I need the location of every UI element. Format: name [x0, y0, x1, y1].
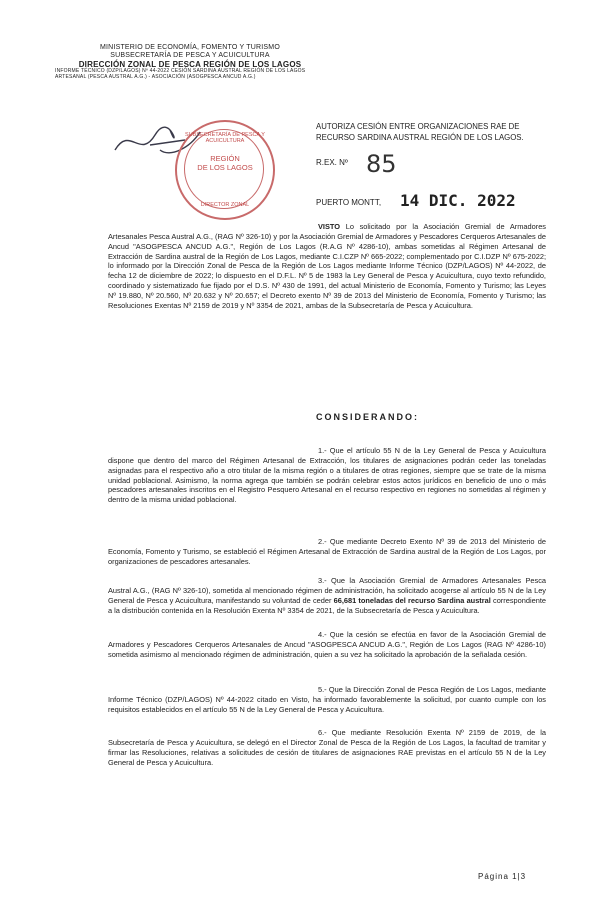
considerando-item-6: 6.- Que mediante Resolución Exenta Nº 2159 de 2019, de la Subsecretaría de Pesca y Acuicultura, se delegó en el Director Zonal de Pesca de la Región de Los Lagos, la facultad de tramitar y firmar las Resoluciones, relativas a solicitudes de cesión de titulares de asignaciones RAE previstas en el artículo 55 N de la Ley General de Pesca y Acuicultura. — [108, 728, 546, 767]
considerando-item-3: 3.- Que la Asociación Gremial de Armadores Artesanales Pesca Austral A.G., (RAG Nº 326-10), sometida al mencionado régimen de administración, ha solicitado acogerse al artículo 55 N de la Ley General de Pesca y Acuicultura, manifestando su voluntad de ceder 66,681 toneladas del recurso Sardina austral correspondiente a la distribución contenida en la Resolución Exenta Nº 3354 de 2021, de la Subsecretaría de Pesca y Acuicultura. — [108, 576, 546, 615]
visto-text: Lo solicitado por la Asociación Gremial de Armadores Artesanales Pesca Austral A.G., (RAG Nº 326-10) y por la Asociación Gremial de Armadores y Pescadores Cerqueros Artesanales de Ancud "ASOGPESCA ANCUD A.G.", Región de Los Lagos (R.A.G Nº 4286-10), ambas sometidas al Régimen Artesanal de Extracción de Sardina austral de la Región de Los Lagos, mediante C.I.CZP Nº 665-2022; complementado por C.I.DZP Nº 675-2022; lo informado por la Dirección Zonal de Pesca de la Región de Los Lagos mediante Informe Técnico (DZP/LAGOS) Nº 44-2022, de fecha 12 de diciembre de 2022; lo dispuesto en el D.F.L. Nº 5 de 1983 la Ley General de Pesca y Acuicultura, cuyo texto refundido, coordinado y sistematizado fue fijado por el D.S. Nº 430 de 1991, del actual Ministerio de Economía, Fomento y Turismo; las Leyes Nº 19.880, Nº 20.560, Nº 20.632 y Nº 20.657; el Decreto exento Nº 39 de 2013 del Ministerio de Economía, Fomento y Turismo; las Resoluciones Exentas Nº 2159 de 2019 y Nº 3354 de 2021, ambas de la Subsecretaría de Pesca y Acuicultura. — [108, 222, 546, 310]
artesanal-line: ARTESANAL (PESCA AUSTRAL A.G.) - ASOCIACIÓN (ASOGPESCA ANCUD A.G.) — [55, 74, 256, 81]
seal-region: REGIÓN — [210, 154, 240, 163]
subsecretaria-line: SUBSECRETARÍA DE PESCA Y ACUICULTURA — [110, 52, 270, 60]
official-seal — [175, 120, 275, 220]
visto-paragraph — [108, 222, 546, 311]
direccion-zonal-line: DIRECCIÓN ZONAL DE PESCA REGIÓN DE LOS LAGOS — [78, 60, 302, 70]
rex-number: 85 — [366, 150, 397, 178]
visto-label: VISTO — [318, 222, 341, 231]
seal-region-name: DE LOS LAGOS — [197, 163, 253, 173]
resolution-subject: AUTORIZA CESIÓN ENTRE ORGANIZACIONES RAE DE RECURSO SARDINA AUSTRAL REGIÓN DE LOS LAGOS. — [316, 122, 524, 142]
ministry-line: MINISTERIO DE ECONOMÍA, FOMENTO Y TURISMO — [100, 44, 280, 51]
considerando-item-5: 5.- Que la Dirección Zonal de Pesca Región de Los Lagos, mediante Informe Técnico (DZP/LAGOS) Nº 44-2022 citado en Visto, ha informado favorablemente la solicitud, por cuanto cumple con los requisitos establecidos en el artículo 55 N de la Ley General de Pesca y Acuicultura. — [108, 685, 546, 714]
informe-line: INFORME TÉCNICO (DZP/LAGOS) Nº 44-2022 CESIÓN SARDINA AUSTRAL REGIÓN DE LOS LAGOS — [55, 68, 306, 75]
considerando-heading: CONSIDERANDO: — [316, 412, 420, 422]
place-label: PUERTO MONTT, — [316, 198, 382, 207]
considerando-item-1: 1.- Que el artículo 55 N de la Ley General de Pesca y Acuicultura dispone que dentro del marco del Régimen Artesanal de Extracción, los titulares de asignaciones podrán ceder las toneladas asignadas para el respectivo año a otro titular de la misma región o a titulares de otras regiones, siempre que se trate de la misma unidad poblacional. Asimismo, la norma agrega que también se podrán celebrar estos actos jurídicos en beneficio de uno o más pescadores artesanales inscritos en el Registro Pesquero Artesanal en el recurso respectivo en regiones no sometidas al régimen y dentro de la misma unidad poblacional. — [108, 446, 546, 505]
document-header — [55, 44, 325, 81]
rex-label: R.EX. Nº — [316, 158, 348, 167]
ceded-tonnage: 66,681 toneladas del recurso Sardina austral — [333, 595, 491, 605]
considerando-item-4: 4.- Que la cesión se efectúa en favor de la Asociación Gremial de Armadores y Pescadores Cerqueros Artesanales de Ancud "ASOGPESCA ANCUD A.G.", Región de Los Lagos (RAG Nº 4286-10) sometida asimismo al mencionado régimen de administración, quien a su vez ha solicitado la aprobación de la señalada cesión. — [108, 630, 546, 659]
considerando-item-2: 2.- Que mediante Decreto Exento Nº 39 de 2013 del Ministerio de Economía, Fomento y Turismo, se estableció el Régimen Artesanal de Extracción de Sardina austral de la Región de Los Lagos, por organizaciones de pescadores artesanales. — [108, 537, 546, 566]
resolution-date: 14 DIC. 2022 — [400, 191, 516, 210]
seal-top-text: SUBSECRETARÍA DE PESCA Y ACUICULTURA — [185, 132, 265, 144]
seal-bottom-text: DIRECTOR ZONAL — [200, 202, 250, 208]
page-number: Página 1|3 — [478, 872, 527, 881]
